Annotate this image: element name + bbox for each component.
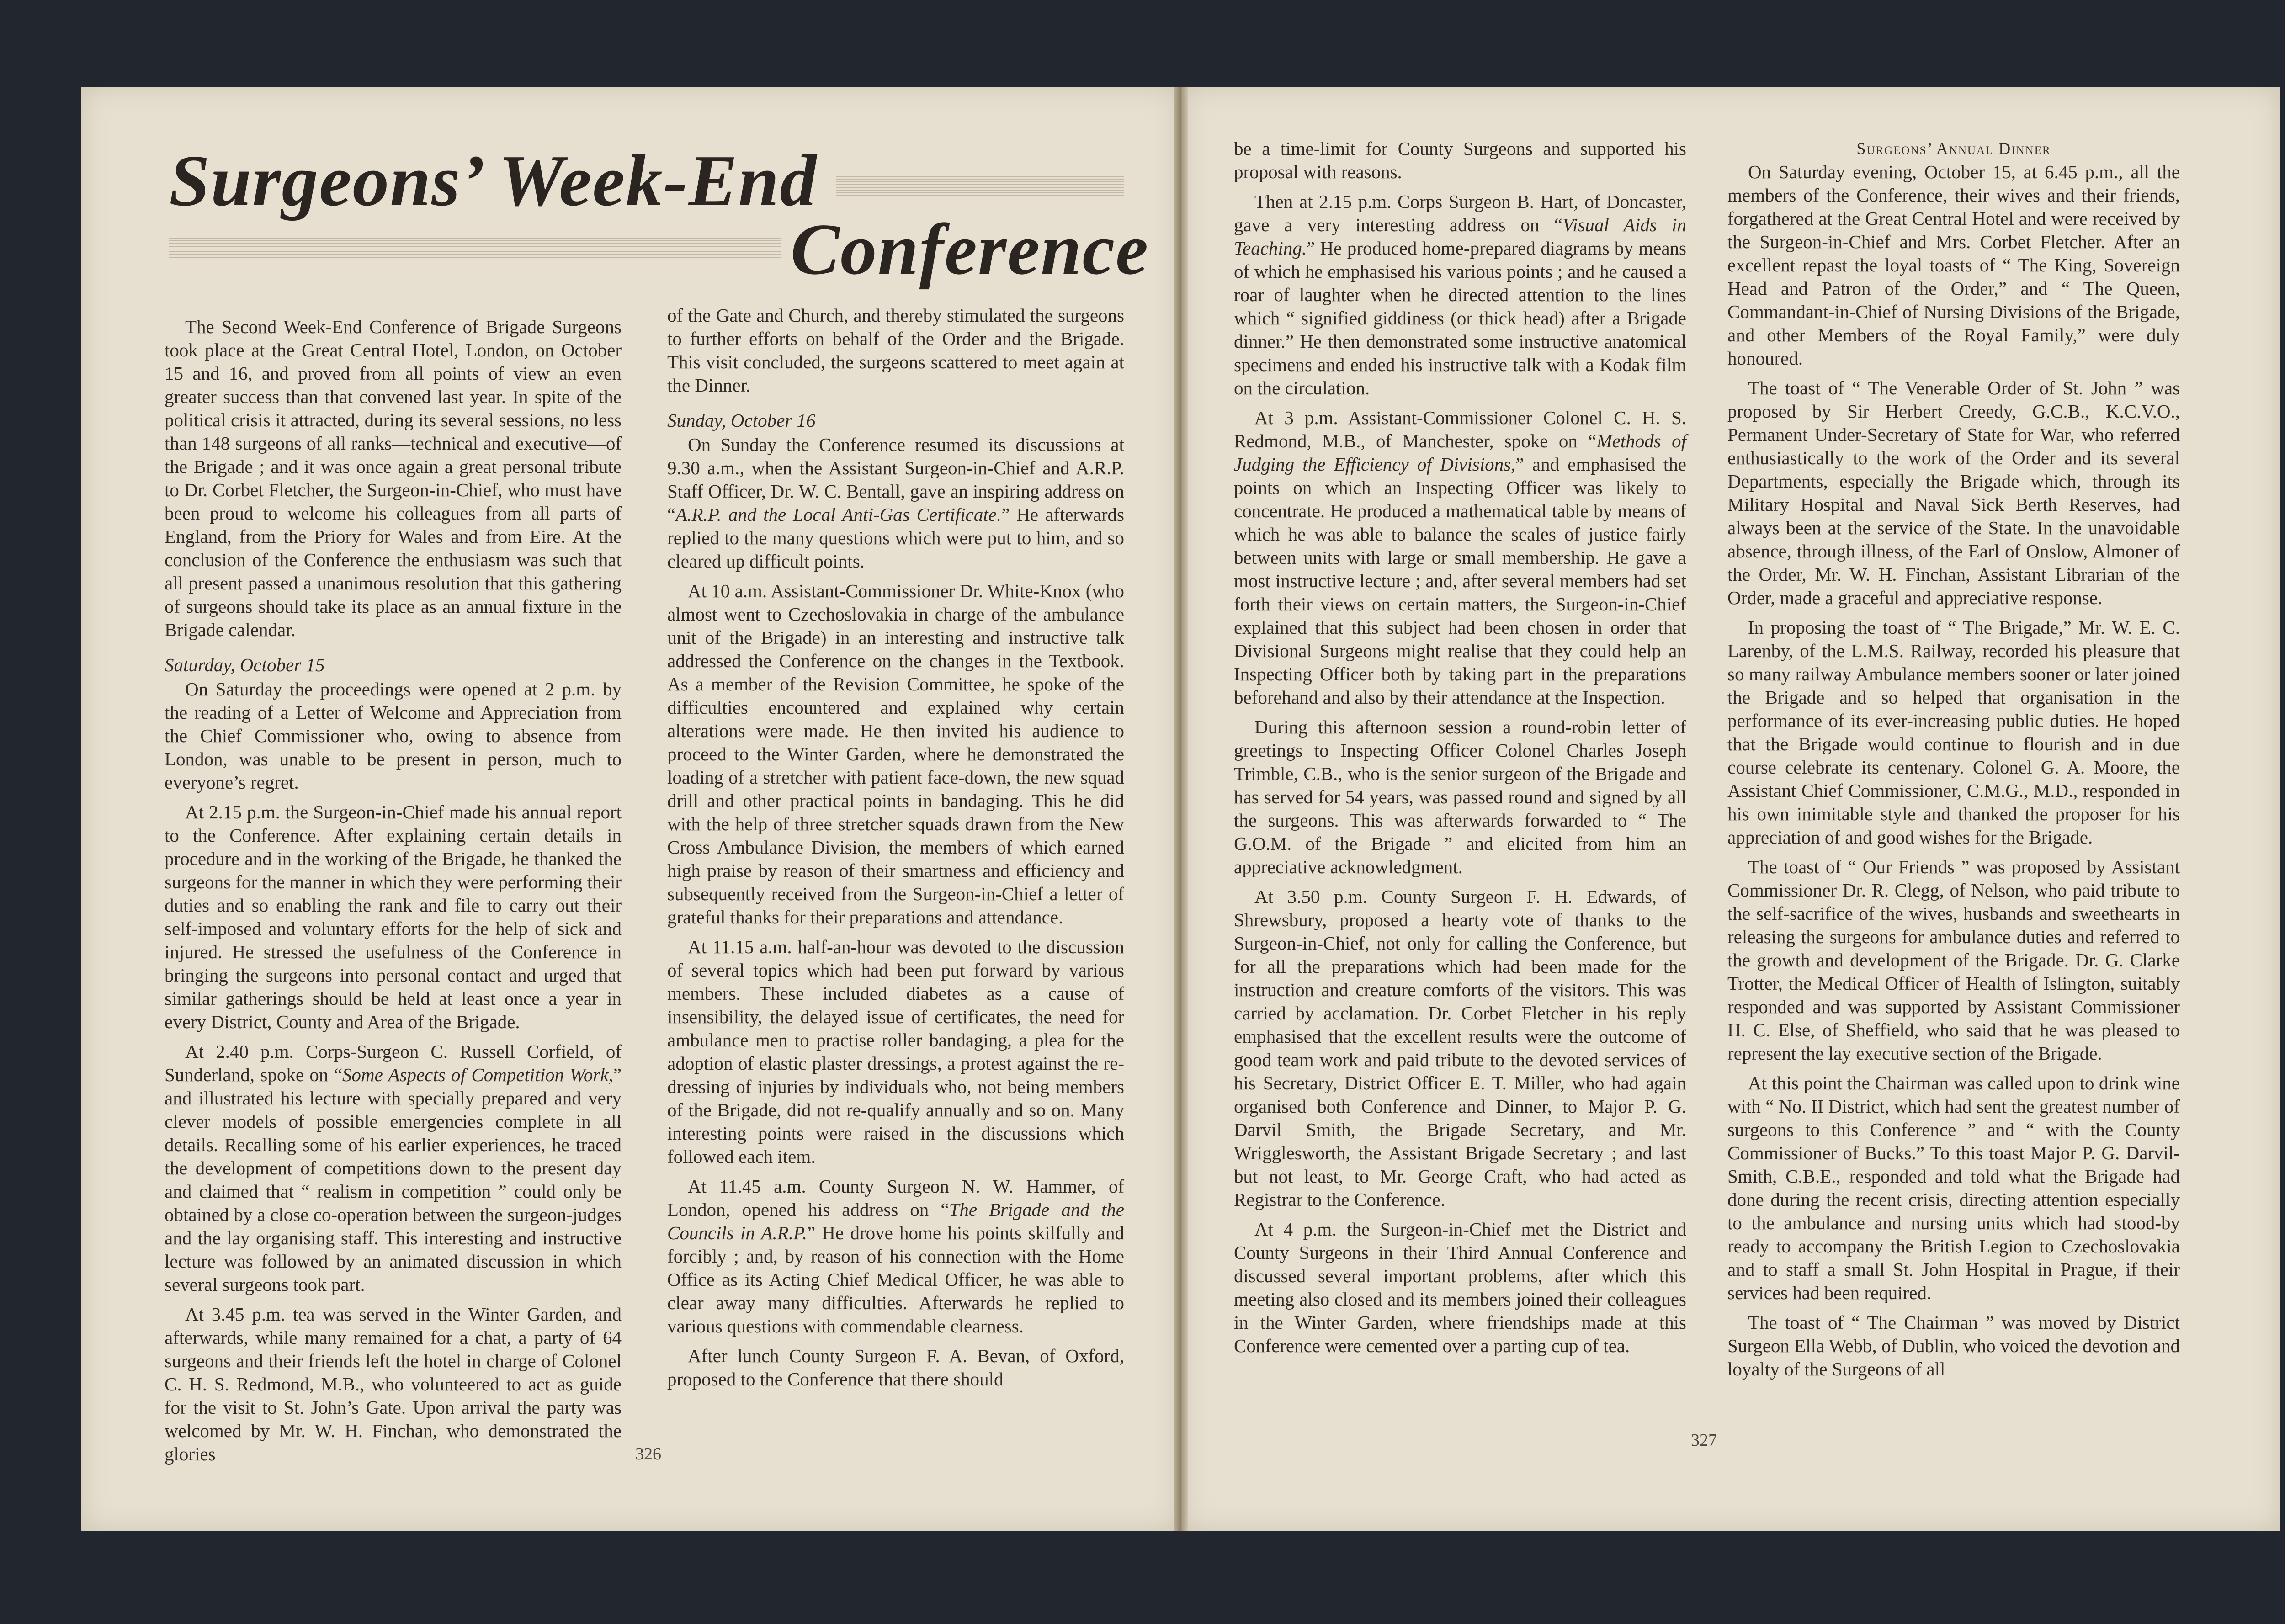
paragraph: At 11.45 a.m. County Surgeon N. W. Hammer, of London, opened his address on “The Brigade and the Councils in A.R.P.” He drove home his points skilfully and forcibly ; and, by reason of his connection with the Home Office as its Acting Chief Medical Officer, he was able to clear away many difficulties. Afterwards he replied to various questions with commendable clearness. xyxy=(667,1176,1125,1337)
paragraph: The toast of “ The Chairman ” was moved by District Surgeon Ella Webb, of Dublin, who voiced the devotion and loyalty of the Surgeons of all xyxy=(1727,1312,2180,1380)
title-rule-bottom xyxy=(169,238,781,258)
paragraph: of the Gate and Church, and thereby stimulated the surgeons to further efforts on behalf of the Order and the Brigade. This visit concluded, the surgeons scattered to meet again at the Dinner. xyxy=(667,305,1124,396)
left-column-2 xyxy=(667,304,1124,1397)
article-title-line-2: Conference xyxy=(791,208,1149,290)
right-column-1 xyxy=(1234,137,1686,1364)
paragraph: The Second Week-End Conference of Brigade Surgeons took place at the Great Central Hotel, London, on October 15 and 16, and proved from all points of view an even greater success than that convened last year. In spite of the political crisis it attracted, during its several sessions, no less than 148 surgeons of all ranks—technical and executive—of the Brigade ; and it was once again a great personal tribute to Dr. Corbet Fletcher, the Surgeon-in-Chief, who must have been proud to welcome his colleagues from all parts of England, from the Priory for Wales and from Eire. At the conclusion of the Conference the enthusiasm was such that all present passed a unanimous resolution that this gathering of surgeons should take its place as an annual fixture in the Brigade calendar. xyxy=(165,316,622,640)
article-title-line-1: Surgeons’ Week-End xyxy=(169,140,818,221)
left-column-1 xyxy=(165,315,622,1472)
paragraph: On Saturday evening, October 15, at 6.45 p.m., all the members of the Conference, their wives and their friends, forgathered at the Great Central Hotel and were received by the Surgeon-in-Chief and Mrs. Corbet Fletcher. After an excellent repast the loyal toasts of “ The King, Sovereign Head and Patron of the Order,” and “ The Queen, Commandant-in-Chief of Nursing Divisions of the Brigade, and other Members of the Royal Family,” were duly honoured. xyxy=(1727,161,2180,369)
title-rule-top xyxy=(836,176,1124,196)
subheading-sunday: Sunday, October 16 xyxy=(667,410,816,431)
page-number-right: 327 xyxy=(1691,1431,1717,1450)
paragraph: During this afternoon session a round-robin letter of greetings to Inspecting Officer Colonel Charles Joseph Trimble, C.B., who is the senior surgeon of the Brigade and has served for 54 years, was passed round and signed by all the surgeons. This was afterwards forwarded to “ The G.O.M. of the Brigade ” and elicited from him an appreciative acknowledgment. xyxy=(1234,716,1686,877)
paragraph: After lunch County Surgeon F. A. Bevan, of Oxford, proposed to the Conference that there should xyxy=(667,1345,1124,1390)
right-column-2 xyxy=(1727,137,2180,1387)
section-heading-dinner: Surgeons’ Annual Dinner xyxy=(1856,139,2051,158)
paragraph: At 3 p.m. Assistant-Commissioner Colonel C. H. S. Redmond, M.B., of Manchester, spoke on “Methods of Judging the Efficiency of Divisions,” and emphasised the points on which an Inspecting Officer was likely to concentrate. He produced a mathematical table by means of which he was able to balance the scales of justice fairly between units with large or small membership. He gave a most instructive lecture ; and, after several members had set forth their views on certain matters, the Surgeon-in-Chief explained that this subject had been chosen in order that Divisional Surgeons might realise that they could help an Inspecting Officer both by taking part in the preparations beforehand and also by their attendance at the Inspection. xyxy=(1234,407,1686,708)
paragraph: The toast of “ The Venerable Order of St. John ” was proposed by Sir Herbert Creedy, G.C.B., K.C.V.O., Permanent Under-Secretary of State for War, who referred enthusiastically to the work of the Order and its several Departments, especially the Brigade which, through its Military Hospital and Naval Sick Berth Reserves, had always been at the service of the State. In the unavoidable absence, through illness, of the Earl of Onslow, Almoner of the Order, Mr. W. H. Finchan, Assistant Librarian of the Order, made a graceful and appreciative response. xyxy=(1727,377,2180,608)
paragraph: At 3.50 p.m. County Surgeon F. H. Edwards, of Shrewsbury, proposed a hearty vote of thanks to the Surgeon-in-Chief, not only for calling the Conference, but for all the preparations which had been made for the instruction and creature comforts of the visitors. This was carried by acclamation. Dr. Corbet Fletcher in his reply emphasised that the excellent results were the outcome of good team work and paid tribute to the devoted services of his Secretary, District Officer E. T. Miller, who had again organised both Conference and Dinner, to Major P. G. Darvil Smith, the Brigade Secretary, and Mr. Wrigglesworth, the Assistant Brigade Secretary ; and last but not least, to Mr. George Craft, who had acted as Registrar to the Conference. xyxy=(1234,886,1686,1210)
paragraph: At this point the Chairman was called upon to drink wine with “ No. II District, which had sent the greatest number of surgeons to this Conference ” and “ with the County Commissioner of Bucks.” To this toast Major P. G. Darvil-Smith, C.B.E., responded and told what the Brigade had done during the recent crisis, directing attention especially to the ambulance and nursing units which had stood-by ready to accompany the British Legion to Czechoslovakia and to staff a small St. John Hospital in Prague, if their services had been required. xyxy=(1727,1072,2180,1303)
paragraph: At 2.15 p.m. the Surgeon-in-Chief made his annual report to the Conference. After explaining certain details in procedure and in the working of the Brigade, he thanked the surgeons for the manner in which they were performing their duties and so enabling the rank and file to carry out their self-imposed and voluntary efforts for the help of sick and injured. He stressed the usefulness of the Conference in bringing the surgeons into personal contact and urged that similar gatherings should be held at least once a year in every District, County and Area of the Brigade. xyxy=(165,801,622,1032)
page-number-left: 326 xyxy=(635,1444,661,1464)
paragraph: At 4 p.m. the Surgeon-in-Chief met the District and County Surgeons in their Third Annual Conference and discussed several important problems, after which this meeting also closed and its members joined their colleagues in the Winter Garden, where friendships made at this Conference were cemented over a parting cup of tea. xyxy=(1234,1219,1686,1356)
paragraph: be a time-limit for County Surgeons and supported his proposal with reasons. xyxy=(1234,138,1686,182)
paragraph: In proposing the toast of “ The Brigade,” Mr. W. E. C. Larenby, of the L.M.S. Railway, recorded his pleasure that so many railway Ambulance members sooner or later joined the Brigade and so helped that organisation in the performance of its ever-increasing public duties. He hoped that the Brigade would continue to flourish and in due course celebrate its centenary. Colonel G. A. Moore, the Assistant Chief Commissioner, C.M.G., M.D., responded in his own inimitable style and thanked the proposer for his appreciation of and good wishes for the Brigade. xyxy=(1727,617,2180,848)
paragraph: At 2.40 p.m. Corps-Surgeon C. Russell Corfield, of Sunderland, spoke on “Some Aspects of Competition Work,” and illustrated his lecture with specially prepared and very clever models of possible emergencies complete in all details. Recalling some of his earlier experiences, he traced the development of competitions down to the present day and claimed that “ realism in competition ” could only be obtained by a close co-operation between the surgeon-judges and the lay organising staff. This interesting and instructive lecture was followed by an animated discussion in which several surgeons took part. xyxy=(165,1041,622,1295)
paragraph: At 10 a.m. Assistant-Commissioner Dr. White-Knox (who almost went to Czechoslovakia in charge of the ambulance unit of the Brigade) in an interesting and instructive talk addressed the Conference on the changes in the Textbook. As a member of the Revision Committee, he spoke of the difficulties encountered and explained why certain alterations were made. He then invited his audience to proceed to the Winter Garden, where he demonstrated the loading of a stretcher with patient face-down, the new squad drill and other practical points in bandaging. This he did with the help of three stretcher squads drawn from the New Cross Ambulance Division, the members of which earned high praise by reason of their smartness and efficiency and subsequently received from the Surgeon-in-Chief a letter of grateful thanks for their preparations and attendance. xyxy=(667,580,1124,928)
paragraph: On Saturday the proceedings were opened at 2 p.m. by the reading of a Letter of Welcome and Appreciation from the Chief Commissioner who, owing to absence from London, was unable to be present in person, much to everyone’s regret. xyxy=(165,679,622,793)
paragraph: On Sunday the Conference resumed its discussions at 9.30 a.m., when the Assistant Surgeon-in-Chief and A.R.P. Staff Officer, Dr. W. C. Bentall, gave an inspiring address on “A.R.P. and the Local Anti-Gas Certificate.” He afterwards replied to the many questions which were put to him, and so cleared up difficult points. xyxy=(667,434,1124,572)
paragraph: The toast of “ Our Friends ” was proposed by Assistant Commissioner Dr. R. Clegg, of Nelson, who paid tribute to the self-sacrifice of the wives, husbands and sweethearts in releasing the surgeons for ambulance duties and referred to the growth and development of the Brigade. Dr. G. Clarke Trotter, the Medical Officer of Health of Islington, suitably responded and was supported by Assistant Commissioner H. C. Else, of Sheffield, who said that he was pleased to represent the lay executive section of the Brigade. xyxy=(1727,856,2180,1064)
subheading-saturday: Saturday, October 15 xyxy=(165,654,325,675)
paragraph: Then at 2.15 p.m. Corps Surgeon B. Hart, of Doncaster, gave a very interesting address on “Visual Aids in Teaching.” He produced home-prepared diagrams by means of which he emphasised his various points ; and he caused a roar of laughter when he directed attention to the lines which “ signified giddiness (or thick head) after a Brigade dinner.” He then demonstrated some instructive anatomical specimens and ended his instructive talk with a Kodak film on the circulation. xyxy=(1234,191,1687,398)
paragraph: At 11.15 a.m. half-an-hour was devoted to the discussion of several topics which had been put forward by various members. These included diabetes as a cause of insensibility, the delayed issue of certificates, the need for ambulance men to practise roller bandaging, a plea for the adoption of elastic plaster dressings, a protest against the re-dressing of injuries by individuals who, not being members of the Brigade, did not re-qualify annually and so on. Many interesting points were raised in the discussions which followed each item. xyxy=(667,936,1124,1167)
page-gutter xyxy=(1174,87,1188,1531)
paragraph: At 3.45 p.m. tea was served in the Winter Garden, and afterwards, while many remained for a chat, a party of 64 surgeons and their friends left the hotel in charge of Colonel C. H. S. Redmond, M.B., who volunteered to act as guide for the visit to St. John’s Gate. Upon arrival the party was welcomed by Mr. W. H. Finchan, who demonstrated the glories xyxy=(165,1304,622,1465)
